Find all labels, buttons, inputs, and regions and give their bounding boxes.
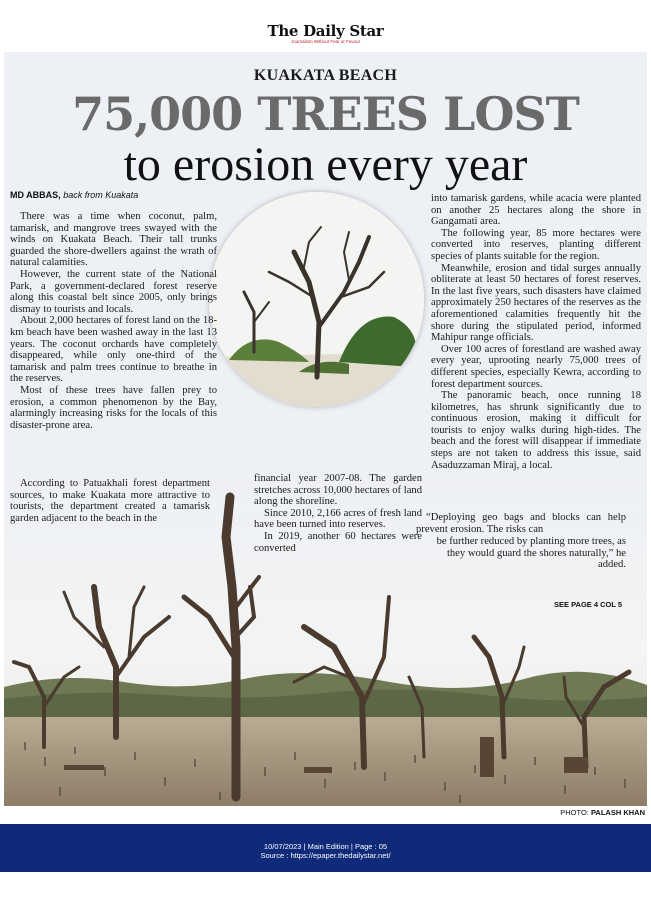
paragraph: into tamarisk gardens, while acacia were planted on another 25 hectares along the shore in Gangamati area. <box>431 193 641 228</box>
photo-credit <box>560 808 645 817</box>
article-quote-start <box>416 512 626 535</box>
article-quote-end <box>434 536 626 571</box>
paragraph: There was a time when coconut, palm, tamarisk, and mangrove trees swayed with the winds on Kuakata Beach. Their tall trunks guarded the shore-dwellers against the wrath of natural calamities. <box>10 211 217 269</box>
paragraph: Over 100 acres of forestland are washed away every year, uprooting nearly 75,000 trees of different species, especially Kewra, according to forest department sources. <box>431 343 641 390</box>
paragraph: “Deploying geo bags and blocks can help prevent erosion. The risks can <box>416 512 626 535</box>
lone-tree-illustration <box>209 192 424 407</box>
paragraph: The panoramic beach, once running 18 kilometres, has shrunk significantly due to continuous erosion, making it difficult for tourists to enjoy walks during high-tides. The beach and the forest will disappear if immediate steps are not taken to address this issue, said Asaduzzaman Miraj, a local. <box>431 390 641 471</box>
byline <box>10 190 138 200</box>
continued-jump-link[interactable]: SEE PAGE 4 COL 5 <box>554 600 623 609</box>
photo-credit-name: PALASH KHAN <box>590 808 645 817</box>
epaper-footer <box>0 824 651 872</box>
newspaper-page <box>4 52 647 806</box>
newspaper-tagline: Journalism Without Fear or Favour <box>290 39 361 44</box>
byline-author: MD ABBAS, <box>10 190 61 200</box>
paragraph: In 2019, another 60 hectares were converted <box>254 530 422 554</box>
source-link[interactable]: Source : https://epaper.thedailystar.net/ <box>260 851 391 860</box>
bottom-margin <box>0 872 651 900</box>
paragraph: About 2,000 hectares of forest land on the 18-km beach have been washed away in the last 13 years. The coconut orchards have completely disappeared, while only one-third of the tamarisk and palm trees continue to breathe in the reserves. <box>10 315 217 385</box>
article-column-left-lower <box>10 478 210 524</box>
paragraph: Since 2010, 2,166 acres of fresh land have been turned into reserves. <box>254 507 422 531</box>
paragraph: The following year, 85 more hectares were converted into reserves, planting different species of plants suitable for the region. <box>431 227 641 262</box>
paragraph: Meanwhile, erosion and tidal surges annually obliterate at least 50 hectares of forest reserves. In the last five years, such disasters have claimed approximately 250 hectares of the reserves as the aforementioned calamities frequently hit the shore during the stipulated period, informed Mahipur range officials. <box>431 262 641 344</box>
circle-tree-photo <box>209 192 424 407</box>
paragraph: Most of these trees have fallen prey to erosion, a common phenomenon by the Bay, alarmingly increasing risks for the locals of this disaster-prone area. <box>10 384 217 431</box>
paragraph: financial year 2007-08. The garden stretches across 10,000 hectares of land along the shoreline. <box>254 473 422 508</box>
byline-note: back from Kuakata <box>63 190 139 200</box>
edition-info: 10/07/2023 | Main Edition | Page : 05 <box>263 842 388 851</box>
paragraph: be further reduced by planting more trees, as they would guard the shores naturally,” he added. <box>436 536 626 571</box>
paragraph: However, the current state of the National Park, a government-declared forest reserve along this coastal belt since 2005, only brings dismay to tourists and locals. <box>10 268 217 315</box>
newspaper-logo: The Daily Star <box>267 22 384 40</box>
article-column-left <box>10 211 217 431</box>
headline-sub: to erosion every year <box>123 138 528 191</box>
photo-credit-label: PHOTO: <box>560 808 589 817</box>
headline-main: 75,000 TREES LOST <box>72 87 579 141</box>
article-kicker: KUAKATA BEACH <box>253 67 398 84</box>
masthead <box>0 0 651 52</box>
article-column-right <box>431 193 641 471</box>
paragraph: According to Patuakhali forest department sources, to make Kuakata more attractive to tourists, the department created a tamarisk garden adjacent to the beach in the <box>10 478 210 524</box>
article-column-middle <box>254 473 422 554</box>
